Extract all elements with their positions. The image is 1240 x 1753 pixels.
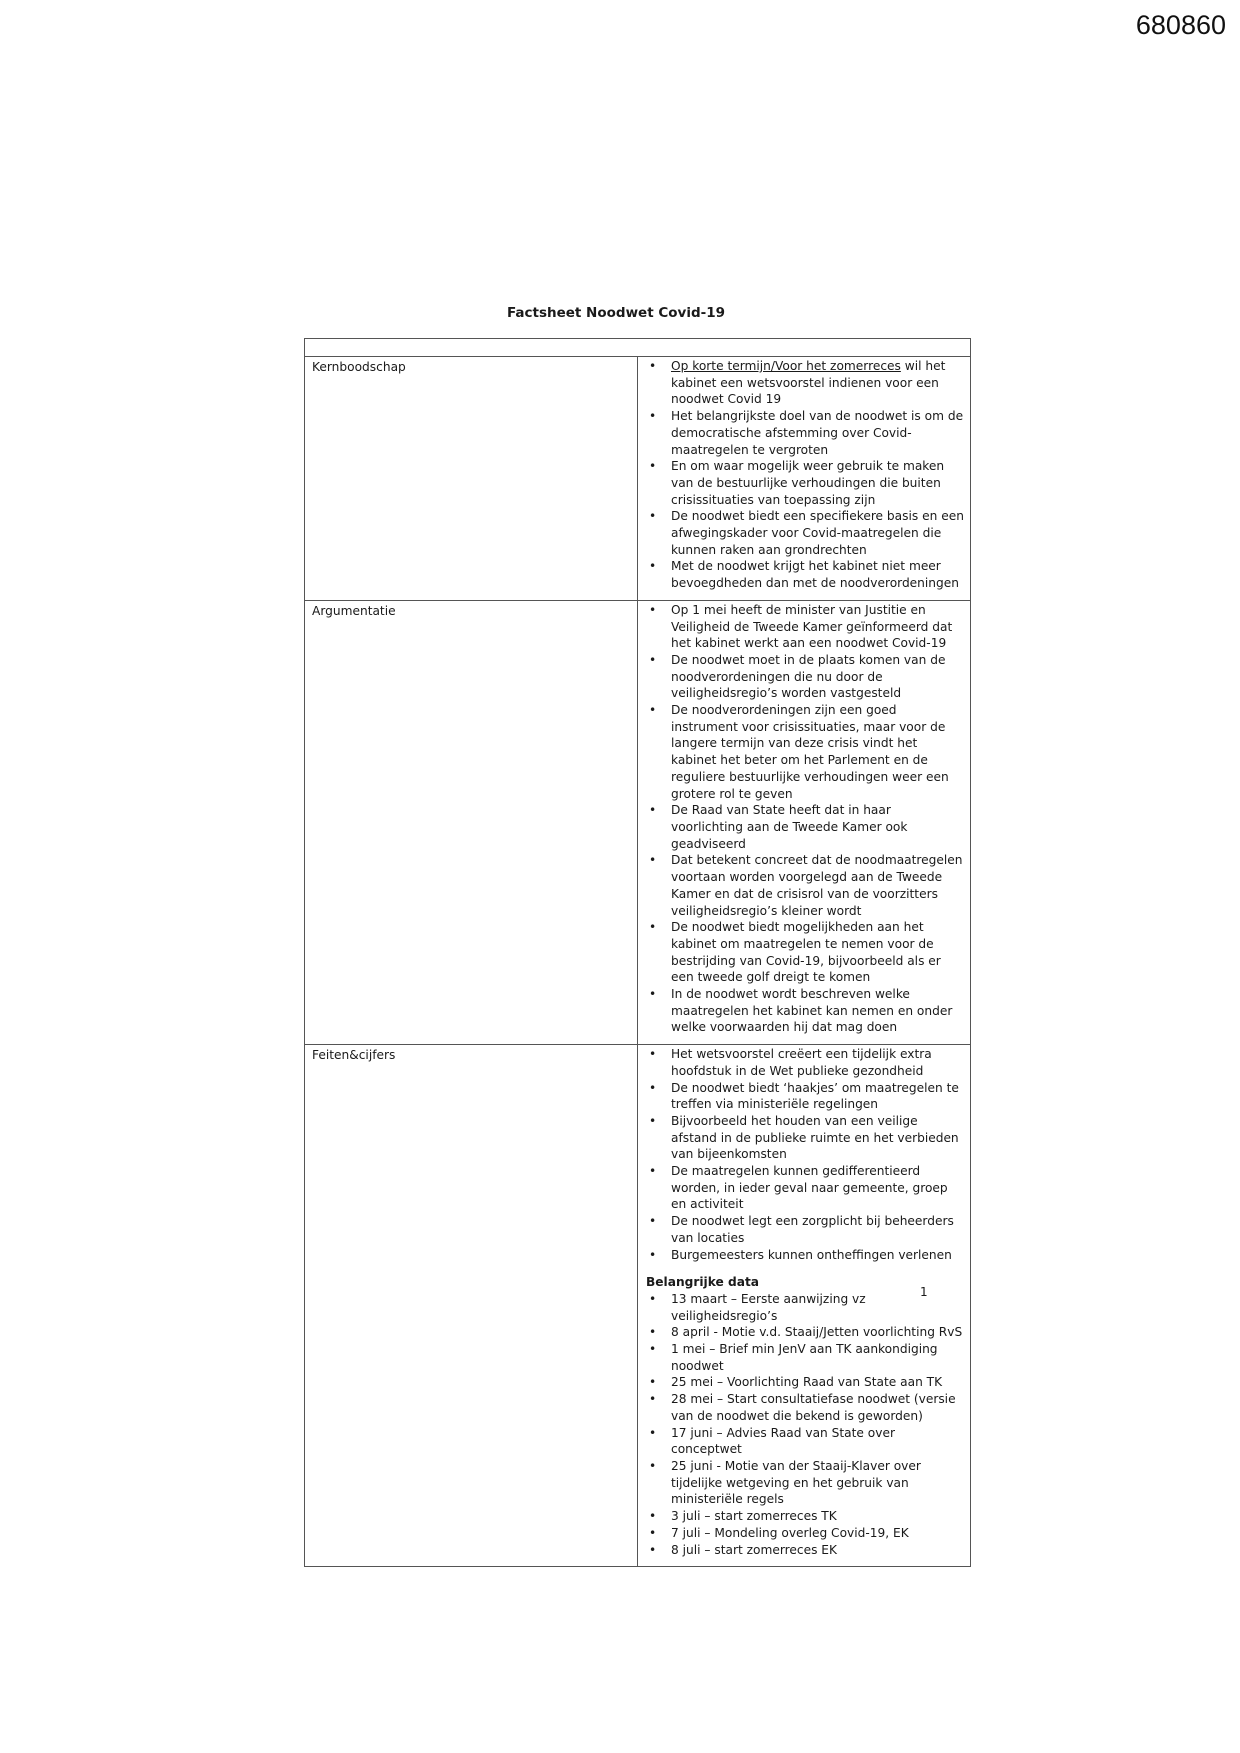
list-item: • Burgemeesters kunnen ontheffingen verlenen: [646, 1247, 964, 1264]
document-id-stamp: 680860: [1135, 10, 1226, 40]
date-item: • 25 juni - Motie van der Staaij-Klaver over tijdelijke wetgeving en het gebruik van ministeriële regels: [646, 1458, 964, 1508]
list-item: • De noodwet biedt mogelijkheden aan het kabinet om maatregelen te nemen voor de bestrijding van Covid-19, bijvoorbeeld als er een tweede golf dreigt te komen: [646, 919, 964, 986]
list-item: • De noodwet biedt ‘haakjes’ om maatregelen te treffen via ministeriële regelingen: [646, 1080, 964, 1113]
underlined-phrase: Op korte termijn/Voor het zomerreces: [671, 359, 901, 373]
list-item: • Met de noodwet krijgt het kabinet niet meer bevoegdheden dan met de noodverordeningen: [646, 558, 964, 591]
list-item: • De noodverordeningen zijn een goed instrument voor crisissituaties, maar voor de langere termijn van deze crisis vindt het kabinet het beter om het Parlement en de reguliere bestuurlijke verhoudingen weer een grotere rol te geven: [646, 702, 964, 802]
date-item: • 8 juli – start zomerreces EK: [646, 1542, 964, 1559]
row-content: [638, 1045, 971, 1567]
date-item: • 25 mei – Voorlichting Raad van State aan TK: [646, 1374, 964, 1391]
page-number: 1: [920, 1285, 928, 1299]
table-row-argumentatie: [305, 600, 971, 1044]
date-item: • 17 juni – Advies Raad van State over conceptwet: [646, 1425, 964, 1458]
date-item: • 7 juli – Mondeling overleg Covid-19, EK: [646, 1525, 964, 1542]
date-item: • 8 april - Motie v.d. Staaij/Jetten voorlichting RvS: [646, 1324, 964, 1341]
table-header-row: [305, 339, 971, 357]
row-label: Feiten&cijfers: [305, 1045, 638, 1567]
list-item: • In de noodwet wordt beschreven welke maatregelen het kabinet kan nemen en onder welke voorwaarden hij dat mag doen: [646, 986, 964, 1036]
factsheet-table: [304, 338, 971, 1567]
dates-list: [646, 1291, 964, 1558]
list-item: • Dat betekent concreet dat de noodmaatregelen voortaan worden voorgelegd aan de Tweede Kamer en dat de crisisrol van de voorzitters veiligheidsregio’s kleiner wordt: [646, 852, 964, 919]
row-label: Kernboodschap: [305, 357, 638, 601]
list-item: • De Raad van State heeft dat in haar voorlichting aan de Tweede Kamer ook geadviseerd: [646, 802, 964, 852]
date-item: • 1 mei – Brief min JenV aan TK aankondiging noodwet: [646, 1341, 964, 1374]
sub-heading: Belangrijke data: [646, 1275, 760, 1290]
list-item: • De noodwet legt een zorgplicht bij beheerders van locaties: [646, 1213, 964, 1246]
bullet-list: [646, 1046, 964, 1263]
table-row-kernboodschap: [305, 357, 971, 601]
list-item: • De noodwet biedt een specifiekere basis en een afwegingskader voor Covid-maatregelen die kunnen raken aan grondrechten: [646, 508, 964, 558]
table-header-cell: [305, 339, 971, 357]
list-item: • Het belangrijkste doel van de noodwet is om de democratische afstemming over Covid-maatregelen te vergroten: [646, 408, 964, 458]
list-item: • De noodwet moet in de plaats komen van de noodverordeningen die nu door de veiligheidsregio’s worden vastgesteld: [646, 652, 964, 702]
list-item: • Bijvoorbeeld het houden van een veilige afstand in de publieke ruimte en het verbieden van bijeenkomsten: [646, 1113, 964, 1163]
row-content: [638, 600, 971, 1044]
bullet-list: [646, 358, 964, 592]
bullet-list: [646, 602, 964, 1036]
list-item: • Op 1 mei heeft de minister van Justitie en Veiligheid de Tweede Kamer geïnformeerd dat het kabinet werkt aan een noodwet Covid-19: [646, 602, 964, 652]
list-item: • Het wetsvoorstel creëert een tijdelijk extra hoofdstuk in de Wet publieke gezondheid: [646, 1046, 964, 1079]
list-item: • En om waar mogelijk weer gebruik te maken van de bestuurlijke verhoudingen die buiten crisissituaties van toepassing zijn: [646, 458, 964, 508]
list-item: [646, 358, 964, 408]
row-content: [638, 357, 971, 601]
page-title: [0, 305, 1240, 321]
row-label: Argumentatie: [305, 600, 638, 1044]
date-item: • 3 juli – start zomerreces TK: [646, 1508, 964, 1525]
date-item: • 13 maart – Eerste aanwijzing vz veiligheidsregio’s: [646, 1291, 964, 1324]
date-item: • 28 mei – Start consultatiefase noodwet (versie van de noodwet die bekend is geworden): [646, 1391, 964, 1424]
table-row-feiten-cijfers: [305, 1045, 971, 1567]
list-item-remainder: wil het kabinet een wetsvoorstel indienen voor een noodwet Covid 19: [671, 359, 946, 407]
page-title-text: Factsheet Noodwet Covid-19: [506, 305, 726, 321]
list-item: • De maatregelen kunnen gedifferentieerd worden, in ieder geval naar gemeente, groep en activiteit: [646, 1163, 964, 1213]
